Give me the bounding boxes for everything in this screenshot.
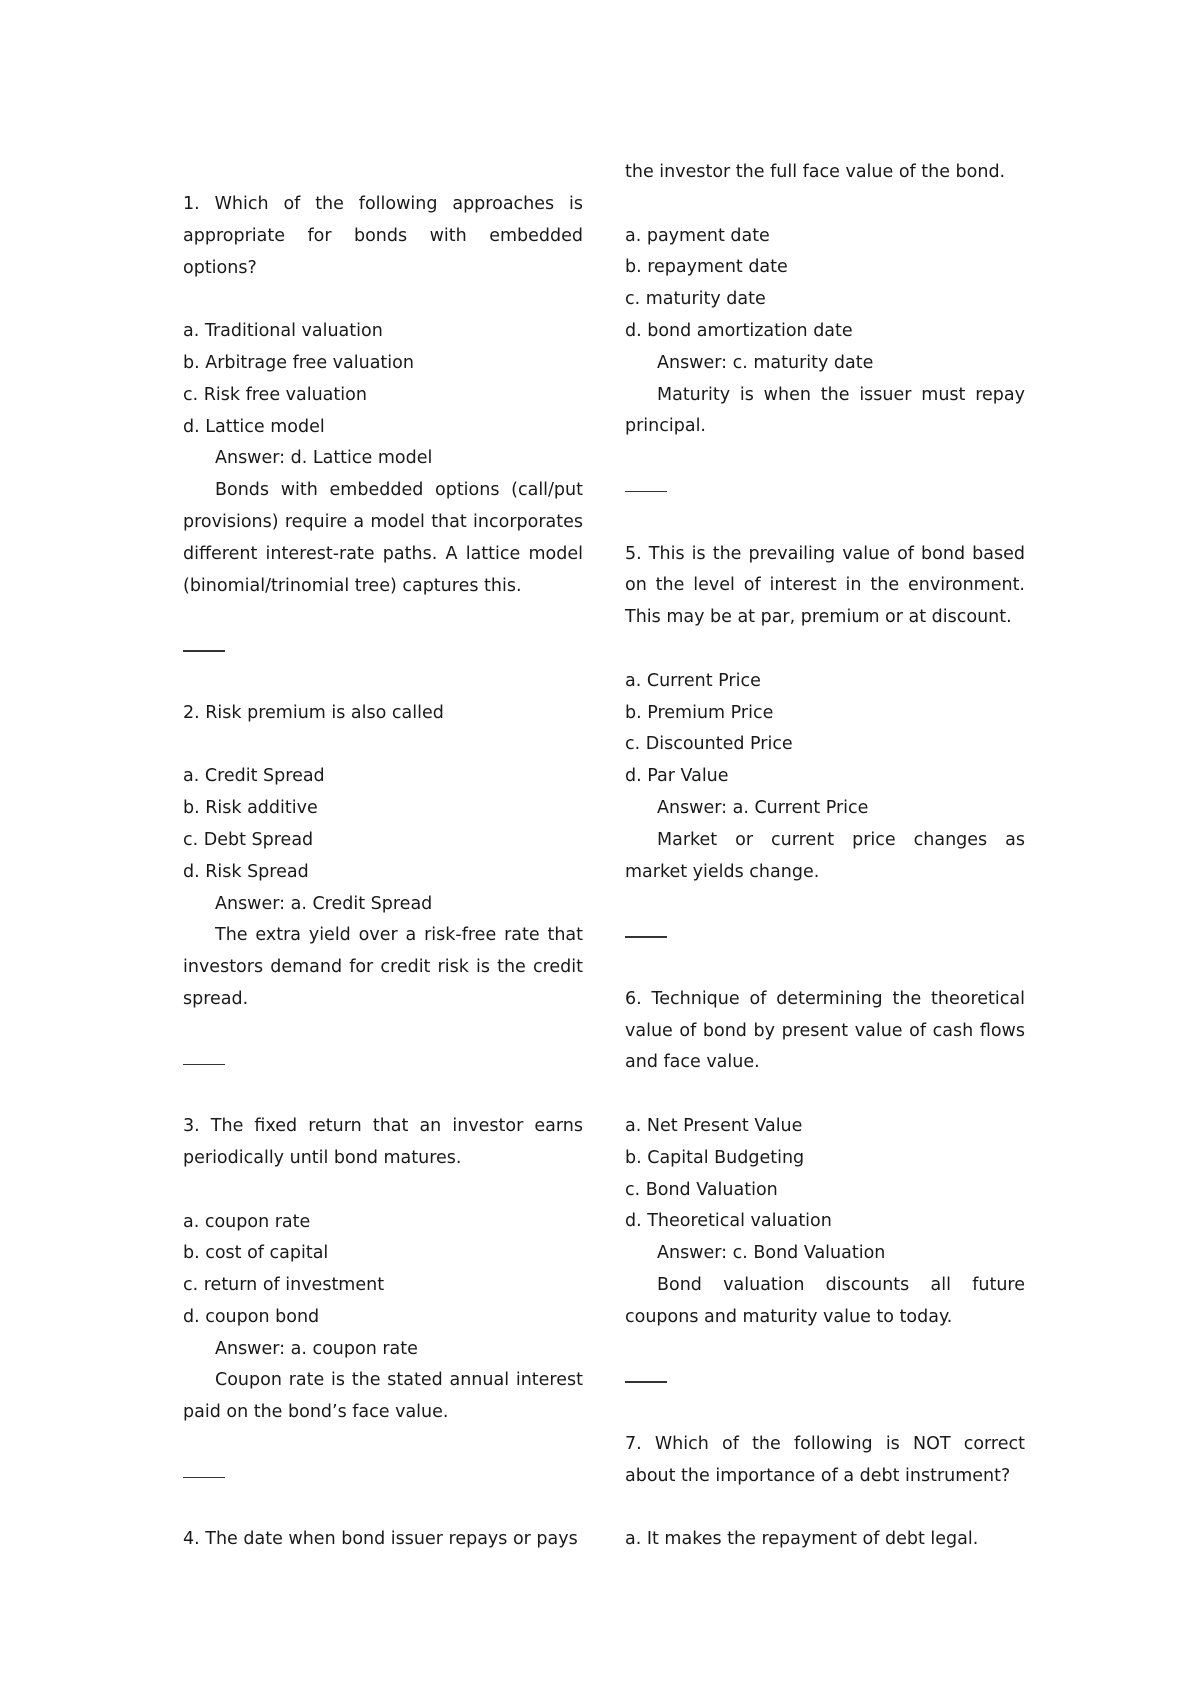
- spacer: [625, 443, 1025, 475]
- question-stem: 4. The date when bond issuer repays or pays: [183, 1529, 578, 1550]
- answer-line: Answer: c. Bond Valuation: [657, 1243, 886, 1264]
- separator-line: [183, 1048, 583, 1080]
- separator-line: [183, 634, 583, 666]
- option: b. Capital Budgeting: [625, 1147, 805, 1168]
- option: d. Lattice model: [183, 416, 325, 437]
- option: d. coupon bond: [183, 1306, 320, 1327]
- question-stem: 2. Risk premium is also called: [183, 702, 444, 723]
- answer-line: Answer: a. Credit Spread: [215, 893, 433, 914]
- spacer: [183, 602, 583, 634]
- option: c. maturity date: [625, 289, 766, 310]
- spacer: [625, 1079, 1025, 1111]
- question-stem: 3. The fixed return that an investor earns periodically until bond matures.: [183, 1116, 583, 1168]
- spacer: [625, 1397, 1025, 1429]
- option: a. coupon rate: [183, 1211, 311, 1232]
- option: a. Credit Spread: [183, 766, 325, 787]
- option: d. Par Value: [625, 766, 729, 787]
- spacer: [625, 1333, 1025, 1365]
- option: a. Traditional valuation: [183, 321, 383, 342]
- option: d. Theoretical valuation: [625, 1211, 832, 1232]
- explanation: The extra yield over a risk-free rate that investors demand for credit risk is the credit spread.: [183, 925, 583, 1009]
- spacer: [625, 189, 1025, 221]
- option: d. Risk Spread: [183, 861, 309, 882]
- option: d. bond amortization date: [625, 320, 853, 341]
- spacer: [625, 1492, 1025, 1524]
- option: c. Bond Valuation: [625, 1179, 778, 1200]
- question-stem-continued: the investor the full face value of the bond.: [625, 162, 1006, 182]
- option: a. It makes the repayment of debt legal.: [625, 1529, 979, 1550]
- left-column: [183, 189, 583, 1556]
- answer-line: Answer: a. coupon rate: [215, 1338, 418, 1359]
- option: a. Current Price: [625, 670, 761, 691]
- option: c. return of investment: [183, 1275, 385, 1296]
- spacer: [625, 634, 1025, 666]
- answer-line: Answer: d. Lattice model: [215, 448, 433, 469]
- question-stem: 5. This is the prevailing value of bond based on the level of interest in the environment. This may be at par, premium or at discount.: [625, 543, 1025, 628]
- spacer: [183, 1429, 583, 1461]
- separator-line: [625, 1365, 1025, 1397]
- question-stem: 7. Which of the following is NOT correct about the importance of a debt instrument?: [625, 1433, 1025, 1486]
- spacer: [183, 1175, 583, 1207]
- answer-line: Answer: a. Current Price: [657, 797, 869, 818]
- spacer: [183, 1079, 583, 1111]
- spacer: [625, 888, 1025, 920]
- spacer: [625, 507, 1025, 539]
- spacer: [183, 730, 583, 762]
- spacer: [625, 952, 1025, 984]
- spacer: [183, 284, 583, 316]
- option: a. payment date: [625, 225, 770, 246]
- option: b. repayment date: [625, 257, 788, 278]
- option: b. Arbitrage free valuation: [183, 352, 414, 373]
- explanation: Bonds with embedded options (call/put provisions) require a model that incorporates different interest-rate paths. A lattice model (binomial/trinomial tree) captures this.: [183, 480, 583, 596]
- option: b. Risk additive: [183, 798, 318, 819]
- explanation: Maturity is when the issuer must repay principal.: [625, 384, 1025, 437]
- question-stem: 1. Which of the following approaches is appropriate for bonds with embedded options?: [183, 194, 583, 278]
- option: c. Discounted Price: [625, 734, 793, 755]
- separator-line: [625, 475, 1025, 507]
- spacer: [183, 1016, 583, 1048]
- explanation: Coupon rate is the stated annual interest paid on the bond’s face value.: [183, 1370, 583, 1423]
- separator-line: [183, 1461, 583, 1493]
- option: c. Risk free valuation: [183, 384, 367, 405]
- separator-line: [625, 920, 1025, 952]
- spacer: [183, 666, 583, 698]
- answer-line: Answer: c. maturity date: [657, 352, 874, 373]
- option: b. cost of capital: [183, 1243, 329, 1264]
- option: a. Net Present Value: [625, 1115, 803, 1136]
- option: b. Premium Price: [625, 702, 774, 723]
- question-stem: 6. Technique of determining the theoretical value of bond by present value of cash flows and face value.: [625, 988, 1025, 1073]
- explanation: Market or current price changes as market yields change.: [625, 829, 1025, 882]
- spacer: [183, 1493, 583, 1525]
- explanation: Bond valuation discounts all future coupons and maturity value to today.: [625, 1274, 1025, 1327]
- option: c. Debt Spread: [183, 829, 314, 850]
- right-column: [625, 157, 1025, 1556]
